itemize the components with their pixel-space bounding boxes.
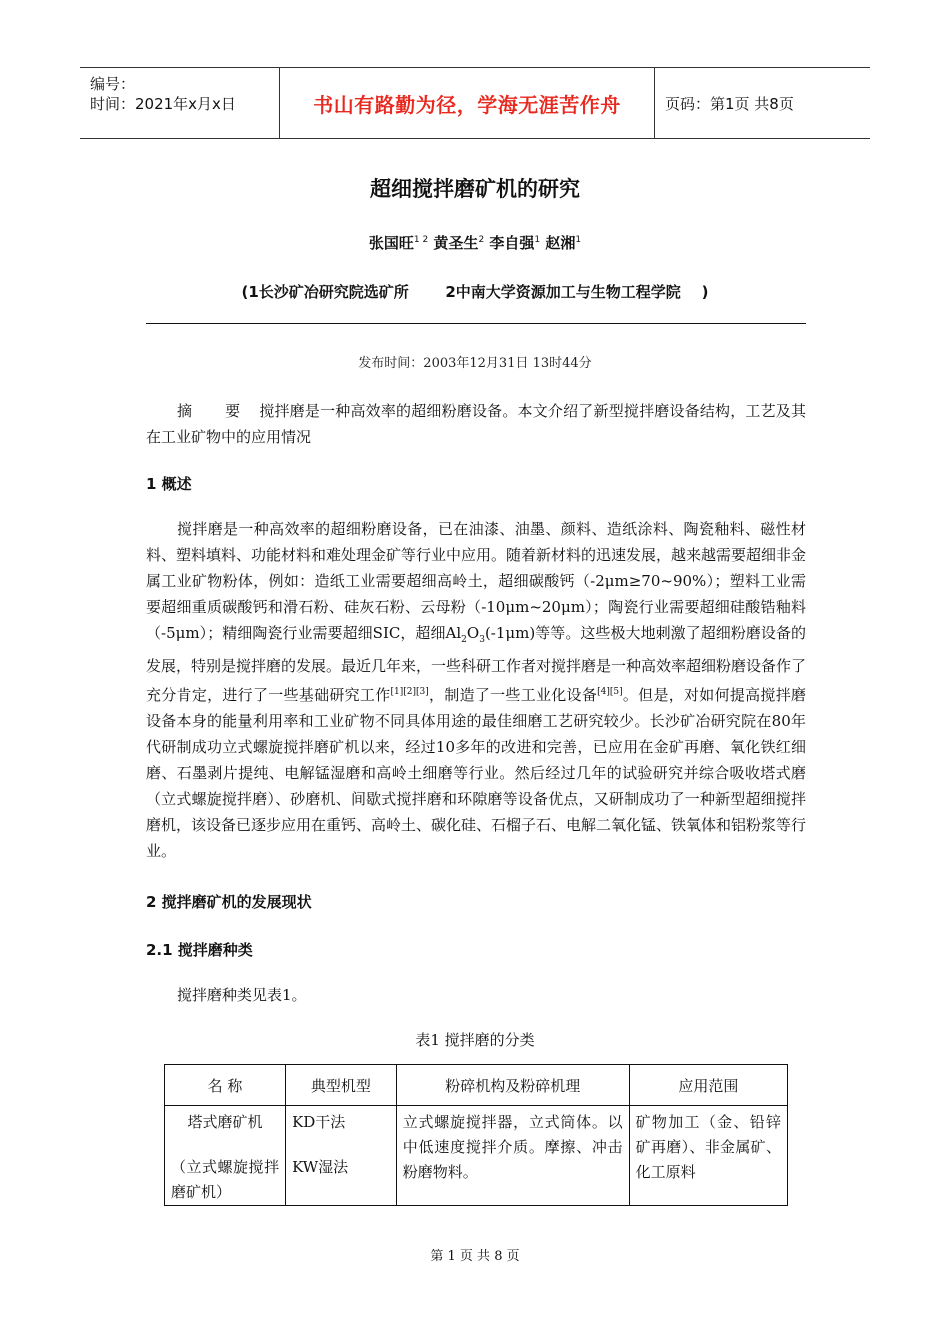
author-list xyxy=(0,232,950,253)
abstract xyxy=(146,398,806,450)
model-dry: KD干法 xyxy=(292,1113,346,1131)
abstract-text: 搅拌磨是一种高效率的超细粉磨设备。本文介绍了新型搅拌磨设备结构，工艺及其在工业矿物中的应用情况 xyxy=(146,402,806,446)
author-affil-mark: 2 xyxy=(478,235,485,245)
publish-time: 发布时间：2003年12月31日 13时44分 xyxy=(358,356,592,371)
header-meta xyxy=(80,68,280,138)
author-affil-mark: 1 2 xyxy=(413,235,429,245)
table-header-cell: 粉碎机构及粉碎机理 xyxy=(396,1065,629,1106)
table-row xyxy=(165,1106,788,1206)
doc-time-label: 时间：2021年x月x日 xyxy=(90,95,236,113)
page-header xyxy=(80,67,870,139)
section-2-intro: 搅拌磨种类见表1。 xyxy=(177,986,307,1004)
table-cell-name xyxy=(165,1106,286,1206)
affiliations: (1长沙矿冶研究院选矿所 2中南大学资源加工与生物工程学院 ) xyxy=(241,283,709,301)
machine-name: 塔式磨矿机 xyxy=(187,1113,263,1131)
table-header-cell: 名 称 xyxy=(165,1065,286,1106)
author-name: 赵湘 xyxy=(545,234,576,252)
text-run: 搅拌磨是一种高效率的超细粉磨设备，已在油漆、油墨、颜料、造纸涂料、陶瓷釉料、磁性材料、塑料填料、功能材料和难处理金矿等行业中应用。随着新材料的迅速发展，越来越需要超细非金属工业矿物粉体，例如：造纸工业需要超细高岭土，超细碳酸钙（-2μm≥70~90%）；塑料工业需要超细重质碳酸钙和滑石粉、硅灰石粉、云母粉（-10μm~20μm）；陶瓷行业需要超细硅酸锆釉料（-5μm）；精细陶瓷行业需要超细SIC，超细Al xyxy=(146,520,807,642)
model-wet: KW湿法 xyxy=(292,1158,349,1176)
table-header-cell: 应用范围 xyxy=(629,1065,787,1106)
section-heading-2-1: 2.1 搅拌磨种类 xyxy=(146,941,253,959)
table-header-cell: 典型机型 xyxy=(286,1065,397,1106)
machine-alias: （立式螺旋搅拌磨矿机） xyxy=(171,1158,280,1201)
author-name: 黄圣生 xyxy=(433,234,479,252)
table-header-row xyxy=(165,1065,788,1106)
header-page-info: 页码：第1页 共8页 xyxy=(665,94,794,113)
author-name: 李自强 xyxy=(489,234,535,252)
author-affil-mark: 1 xyxy=(534,235,541,245)
table-cell-application: 矿物加工（金、铅锌矿再磨）、非金属矿、化工原料 xyxy=(629,1106,787,1206)
classification-table xyxy=(164,1064,788,1206)
title-divider xyxy=(146,323,806,324)
subscript: 2 xyxy=(461,635,467,645)
table-cell-model xyxy=(286,1106,397,1206)
page-footer: 第 1 页 共 8 页 xyxy=(430,1249,520,1264)
section-heading-2: 2 搅拌磨矿机的发展现状 xyxy=(146,893,312,911)
section-heading-1: 1 概述 xyxy=(146,475,192,493)
abstract-label: 摘 要 xyxy=(177,402,255,420)
author-name: 张国旺 xyxy=(368,234,414,252)
text-run: ，制造了一些工业化设备 xyxy=(428,686,598,704)
section-1-paragraph xyxy=(146,516,806,864)
subscript: 3 xyxy=(479,635,485,645)
header-motto: 书山有路勤为径，学海无涯苦作舟 xyxy=(280,68,655,138)
table-caption: 表1 搅拌磨的分类 xyxy=(415,1031,535,1049)
text-run: 。但是，对如何提高搅拌磨设备本身的能量利用率和工业矿物不同具体用途的最佳细磨工艺研究较少。长沙矿冶研究院在80年代研制成功立式螺旋搅拌磨矿机以来，经过10多年的改进和完善，已应用在金矿再磨、氧化铁红细磨、石墨剥片提纯、电解锰湿磨和高岭土细磨等行业。然后经过几年的试验研究并综合吸收塔式磨（立式螺旋搅拌磨）、砂磨机、间歇式搅拌磨和环隙磨等设备优点，又研制成功了一种新型超细搅拌磨机，该设备已逐步应用在重钙、高岭土、碳化硅、石榴子石、电解二氧化锰、铁氧体和铝粉浆等行业。 xyxy=(146,686,807,860)
table-cell-mechanism: 立式螺旋搅拌器，立式筒体。以中低速度搅拌介质。摩擦、冲击粉磨物料。 xyxy=(396,1106,629,1206)
paper-title: 超细搅拌磨矿机的研究 xyxy=(370,177,580,201)
text-run: (-1μm)等等。这些极大地刺激了超细粉磨设备的发展，特别是搅拌磨的发展。最近几年来，一些科研工作者对搅拌磨是一种高效率超细粉磨设备作了充分肯定，进行了一些基础研究工作 xyxy=(146,624,807,704)
citation: [1][2][3] xyxy=(390,687,429,697)
doc-number-label: 编号： xyxy=(90,75,136,93)
author-affil-mark: 1 xyxy=(575,235,582,245)
citation: [4][5] xyxy=(597,687,623,697)
text-run: O xyxy=(466,624,480,642)
